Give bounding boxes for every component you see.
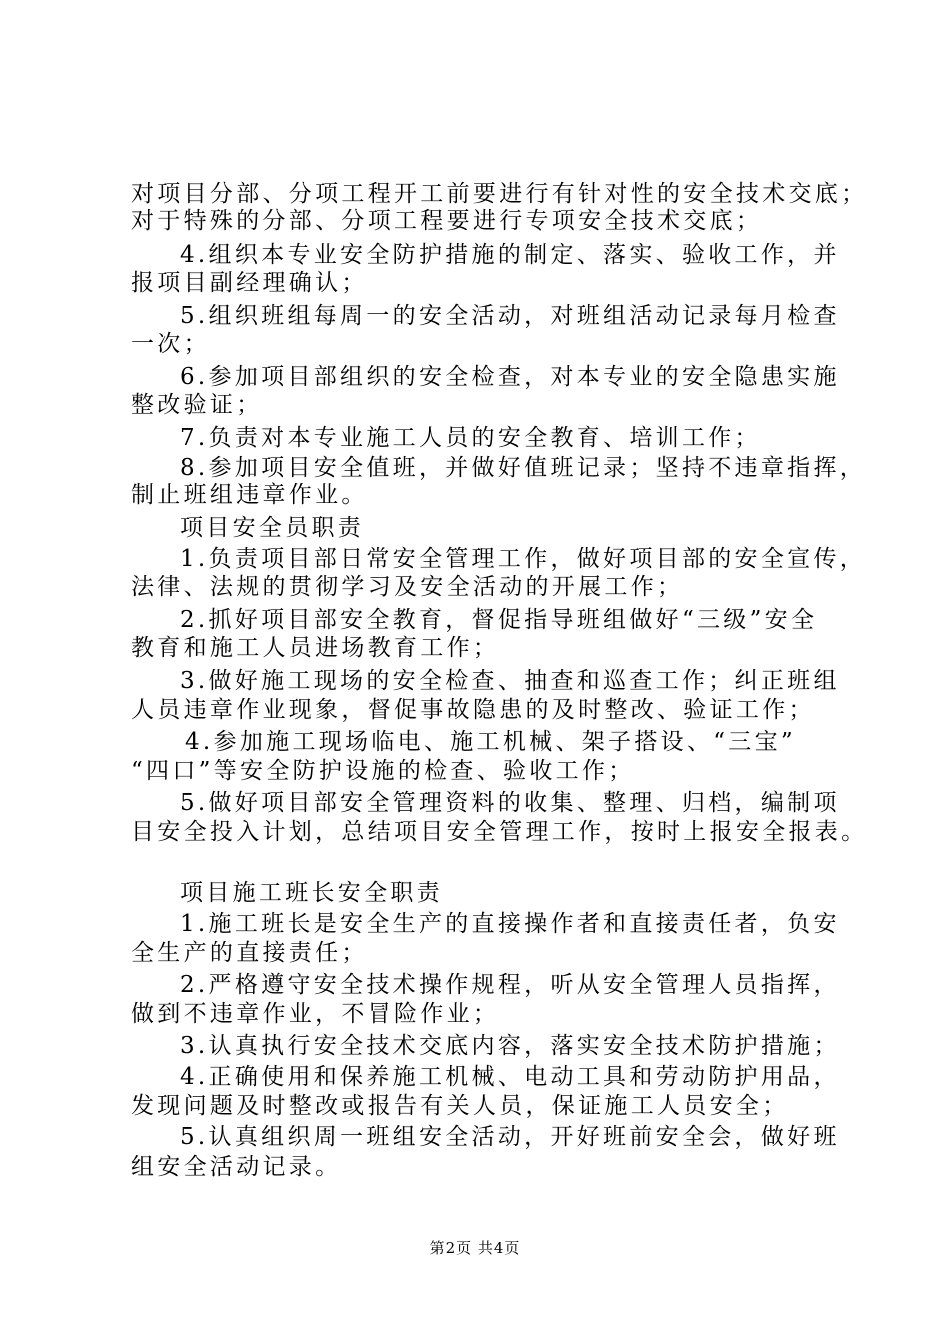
text-line: 做到不违章作业，不冒险作业；: [131, 1001, 500, 1027]
section-heading: 项目安全员职责: [180, 515, 365, 541]
text-line: 制止班组违章作业。: [131, 482, 368, 508]
text-line: 1.施工班长是安全生产的直接操作者和直接责任者，负安: [180, 911, 840, 937]
text-line: 3.认真执行安全技术交底内容，落实安全技术防护措施；: [180, 1033, 840, 1059]
text-line: 4.正确使用和保养施工机械、电动工具和劳动防护用品，: [180, 1064, 840, 1090]
text-line: 全生产的直接责任；: [131, 940, 368, 966]
section-heading: 项目施工班长安全职责: [180, 880, 443, 906]
text-line: 3.做好施工现场的安全检查、抽查和巡查工作；纠正班组: [180, 668, 840, 694]
text-line: 组安全活动记录。: [131, 1154, 342, 1180]
text-line: 2.严格遵守安全技术操作规程，听从安全管理人员指挥，: [180, 972, 840, 998]
text-line: 目安全投入计划，总结项目安全管理工作，按时上报安全报表。: [131, 819, 868, 845]
text-line: 法律、法规的贯彻学习及安全活动的开展工作；: [131, 574, 684, 600]
text-line: 2.抓好项目部安全教育，督促指导班组做好“三级”安全: [180, 607, 818, 633]
text-line: 人员违章作业现象，督促事故隐患的及时整改、验证工作；: [131, 697, 815, 723]
text-line: 6.参加项目部组织的安全检查，对本专业的安全隐患实施: [180, 364, 840, 390]
text-line: 5.做好项目部安全管理资料的收集、整理、归档，编制项: [180, 790, 840, 816]
text-line: 4.组织本专业安全防护措施的制定、落实、验收工作，并: [180, 242, 840, 268]
text-line: 5.组织班组每周一的安全活动，对班组活动记录每月检查: [180, 303, 840, 329]
text-line: 教育和施工人员进场教育工作；: [131, 635, 500, 661]
text-line: 一次；: [131, 331, 210, 357]
text-line: 对项目分部、分项工程开工前要进行有针对性的安全技术交底；: [131, 181, 868, 207]
text-line: 5.认真组织周一班组安全活动，开好班前安全会，做好班: [180, 1124, 840, 1150]
text-line: 对于特殊的分部、分项工程要进行专项安全技术交底；: [131, 208, 763, 234]
text-line: 整改验证；: [131, 392, 263, 418]
text-line: 4.参加施工现场临电、施工机械、架子搭设、“三宝”: [185, 729, 796, 755]
text-line: 1.负责项目部日常安全管理工作，做好项目部的安全宣传，: [180, 546, 867, 572]
page-number-footer: 第2页 共4页: [429, 1239, 521, 1257]
text-line: 7.负责对本专业施工人员的安全教育、培训工作；: [180, 425, 761, 451]
text-line: 报项目副经理确认；: [131, 270, 368, 296]
text-line: 发现问题及时整改或报告有关人员，保证施工人员安全；: [131, 1093, 789, 1119]
text-line: “四口”等安全防护设施的检查、验收工作；: [131, 758, 635, 784]
text-line: 8.参加项目安全值班，并做好值班记录；坚持不违章指挥，: [180, 455, 867, 481]
